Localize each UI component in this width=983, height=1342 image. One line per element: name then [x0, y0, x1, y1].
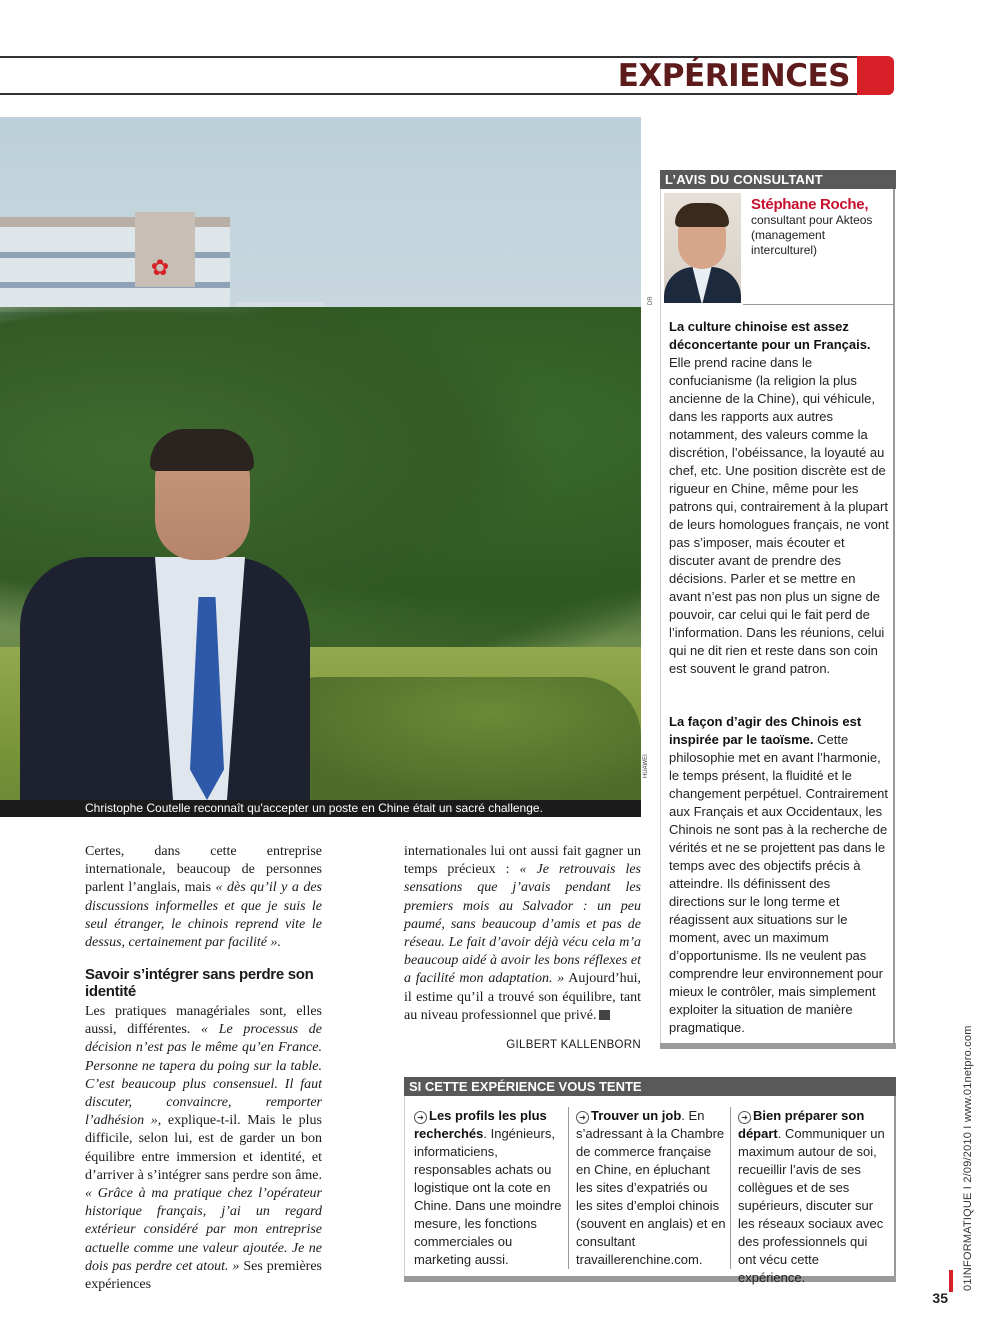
tips-item-title: Les profils les plus recherchés	[414, 1108, 547, 1141]
article-text: Les pratiques managériales sont, elles aussi, différentes.	[85, 1004, 322, 1038]
portrait-credit: DR	[648, 296, 654, 305]
article-paragraph	[85, 843, 322, 952]
portrait-hair	[675, 203, 729, 227]
article-quote: « Je retrouvais les sensations que j’avais pendant les premiers mois au Salvador : un peu paumé, sans beaucoup d’amis et pas de réseau. Le fait d’avoir déjà vécu cela m’a beaucoup aidé à avoir les bons réflexes et a facilité mon adaptation. »	[404, 862, 641, 987]
photo-hedge	[260, 677, 641, 800]
consultant-role: consultant pour Akteos (management interculturel)	[751, 213, 873, 257]
tips-item	[738, 1107, 888, 1287]
photo-caption: Christophe Coutelle reconnaît qu'accepter un poste en Chine était un sacré challenge.	[85, 801, 543, 815]
end-mark-icon	[599, 1010, 610, 1020]
tips-item-title: Trouver un job	[591, 1108, 682, 1123]
consultant-body: Elle prend racine dans le confucianisme (la religion la plus ancienne de la Chine), qui véhicule, dans les rapports aux autres notamment, des valeurs comme la discrétion, l’obéissance, la loyauté au chef, etc. Une position discrète est de rigueur en Chine, même pour les patrons qui, contrairement à la plupart de leurs homologues français, ne vont pas s’imposer, mais écouter et discuter avant de prendre des décisions. Parler et se mettre en avant n’est pas non plus un signe de pouvoir, car celui qui le fait perd de l’information. Dans les réunions, celui qui ne dit rien et reste dans son coin est souvent le grand patron.	[669, 355, 889, 676]
tips-item-body: . En s’adressant à la Chambre de commerce française en Chine, en épluchant les sites d’expatriés ou les sites d’emploi chinois (souvent en anglais) et en consultant travaillerenchine.com.	[576, 1108, 726, 1267]
article-text: explique-t-il. Mais le plus difficile, selon lui, est de garder un bon équilibre entre immersion et identité, et d’arriver à s’intégrer sans perdre son âme.	[85, 1113, 323, 1183]
article-paragraph	[85, 1003, 322, 1294]
article-subhead: Savoir s’intégrer sans perdre son identité	[85, 966, 314, 1000]
article-quote: « Grâce à ma pratique chez l’opérateur historique français, j’ai un regard extérieur considéré par mon entreprise actuelle comme une valeur ajoutée. Je ne dois pas perdre cet atout. »	[85, 1186, 322, 1274]
tips-item-body: . Ingénieurs, informaticiens, responsables achats ou logistique ont la cote en Chine. Dans une moindre mesure, les fonctions commerciales ou marketing aussi.	[414, 1126, 562, 1267]
article-text: Aujourd’hui, il estime qu’il a trouvé son équilibre, tant au niveau professionnel que privé.	[404, 971, 642, 1023]
article-text: internationales lui ont aussi fait gagner un temps précieux :	[404, 844, 641, 878]
folio-accent-bar	[949, 1270, 953, 1292]
consultant-body: Cette philosophie met en avant l’harmonie, le temps présent, la fluidité et le changement perpétuel. Contrairement aux Français et aux Occidentaux, les Chinois ne sont pas à la recherche de vérités et ne se projettent pas dans le temps avec des objectifs précis à atteindre. Ils définissent des directions sur le long terme et réagissent aux situations sur le moment, avec un maximum d’opportunisme. Ils ne veulent pas comprendre leur environnement pour mieux le contrôler, mais simplement exploiter la situation de manière pragmatique.	[669, 732, 888, 1035]
tips-item-body: . Communiquer un maximum autour de soi, recueillir l’avis de ses collègues et de ses supérieurs, discuter sur les réseaux sociaux avec des professionnels qui ont vécu cette expérience.	[738, 1126, 885, 1285]
article-quote: « Le processus de décision n’est pas le même qu’en France. Personne ne tapera du poing sur la table. C’est beaucoup plus consensuel. Il faut discuter, convaincre, remporter l’adhésion »,	[85, 1022, 322, 1129]
tips-box-heading: SI CETTE EXPÉRIENCE VOUS TENTE	[404, 1077, 896, 1096]
article-text: Ses premières expériences	[85, 1258, 322, 1293]
consultant-lead: La façon d’agir des Chinois est inspirée par le taoïsme.	[669, 714, 862, 747]
tips-item	[414, 1107, 564, 1269]
photo-window-band	[0, 252, 230, 258]
tips-column-divider	[730, 1107, 731, 1269]
section-tab	[857, 56, 894, 95]
page-number: 35	[932, 1290, 948, 1306]
photo-window-band	[0, 282, 230, 288]
consultant-lead: La culture chinoise est assez déconcertante pour un Français.	[669, 319, 871, 352]
article-paragraph	[404, 843, 641, 1025]
person-hair	[150, 429, 254, 471]
article-quote: « dès qu’il y a des discussions informelles et que je suis le seul étranger, le chinois reprend vite le dessus, certainement par facilité ».	[85, 880, 322, 951]
tips-column-divider	[568, 1107, 569, 1269]
consultant-paragraph	[669, 318, 889, 678]
article-text: Certes, dans cette entreprise internationale, beaucoup de personnes parlent l’anglais, mais	[85, 844, 322, 896]
portrait-rule	[743, 304, 895, 305]
tips-item	[576, 1107, 726, 1269]
arrow-circle-icon: ➜	[576, 1111, 589, 1124]
flower-logo-icon: ✿	[150, 255, 170, 280]
section-title: EXPÉRIENCES	[617, 58, 850, 94]
arrow-circle-icon: ➜	[738, 1111, 751, 1124]
photo-credit: HUAWEI	[643, 754, 649, 778]
arrow-circle-icon: ➜	[414, 1111, 427, 1124]
consultant-name: Stéphane Roche,	[751, 196, 869, 213]
article-photo	[0, 117, 641, 800]
folio-text: 01INFORMATIQUE I 2/09/2010 I www.01netpro.com	[962, 1025, 974, 1291]
consultant-portrait	[664, 193, 741, 303]
consultant-box-heading: L’AVIS DU CONSULTANT	[660, 170, 896, 189]
author-signature: GILBERT KALLENBORN	[506, 1039, 641, 1051]
consultant-box-bottom-bar	[660, 1043, 896, 1049]
consultant-paragraph	[669, 713, 889, 1037]
tips-item-title: Bien préparer son départ	[738, 1108, 865, 1141]
